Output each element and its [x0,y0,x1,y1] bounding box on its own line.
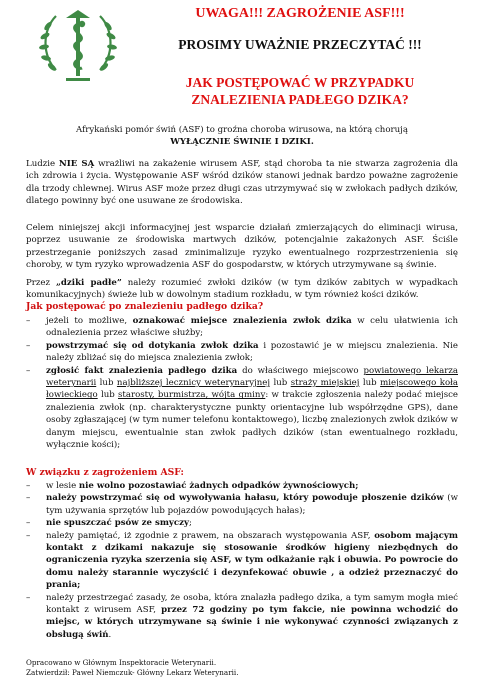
s1-i3-e: najbliższej lecznicy weterynaryjnej [116,378,271,389]
p3-text-a: Przez [26,278,56,288]
intro-line-2: WYŁĄCZNIE ŚWINIE I DZIKI. [170,137,314,148]
list-item [26,492,458,517]
p3-text-c: należy rozumieć zwłoki dzików (w tym dzików zabitych w wypadkach komunikacyjnych) świeże lub w dowolnym stadium rozkładu, w tym również kości dzików. [26,278,458,301]
list-item [26,315,458,340]
p1-text-a: Ludzie [26,159,59,169]
s1-i3-j: lub [97,390,118,401]
list-item [26,530,458,592]
list-item [26,365,458,452]
s1-i3-h: lub [359,378,381,389]
s1-i3-l: : w trakcie zgłoszenia należy podać miejsce znalezienia zwłok (np. charakterystyczne punkty orientacyjne lub współrzędne GPS), dane osoby zgłaszającej (w tym numer telefonu kontaktowego), liczbę znalezionych zwłok dzików w danym miejscu, ewentualnie stan zwłok padłych dzików (stan ewentualnego rozkładu, wyłącznie kości); [46,390,459,451]
s1-i3-f: lub [270,378,291,389]
section-2-heading: W związku z zagrożeniem ASF: [26,467,184,478]
s1-i3-a: zgłosić fakt znalezienia padłego dzika [46,365,238,376]
s1-i3-c: powiatowego lekarza weterynarii [46,365,458,389]
footer-line-1: Opracowano w Głównym Inspektoracie Weterynarii. [26,658,217,667]
section-1-heading: Jak postępować po znalezieniu padłego dzika? [26,301,264,312]
p1-bold: NIE SĄ [58,159,95,169]
s1-i3-d: lub [96,378,117,389]
s2-i4-a: należy pamiętać, iż zgodnie z prawem, na obszarach występowania ASF, [46,530,375,541]
paragraph-humans [26,158,458,208]
intro-paragraph [26,124,458,149]
p3-bold-term: „dziki padłe” [55,278,122,288]
main-question-line-2: ZNALEZIENIA PADŁEGO DZIKA? [191,92,409,107]
s1-i1-a: jeżeli to możliwe, [46,316,133,326]
section-1-list [26,315,458,451]
main-question [150,74,450,108]
p1-text-c: wrażliwi na zakażenie wirusem ASF, stąd choroba ta nie stwarza zagrożenia dla ich zdrowia i życia. Występowanie ASF wśród dzików stanowi jednak bardzo poważne zagrożenie dla trzody chlewnej. Wirus ASF może przez długi czas utrzymywać się w zwłokach padłych dzików, dlatego powinny być one usuwane ze środowiska. [26,159,458,207]
footer [26,658,239,677]
s1-i3-b: do właściwego miejscowo [237,365,364,376]
s2-i1-b: nie wolno pozostawiać żadnych odpadków żywnościowych; [78,481,359,491]
paragraph-purpose: Celem niniejszej akcji informacyjnej jest wsparcie działań zmierzających do eliminacji wirusa, poprzez usuwanie ze środowiska martwych dzików, potencjalnie zakażonych ASF. Ściśle przestrzeganie poniższych zasad zminimalizuje ryzyko ewentualnego rozprzestrzenienia się choroby, w tym ryzyko wprowadzenia ASF do gospodarstw, w których utrzymywane są świnie. [26,223,458,271]
list-item [26,480,458,492]
s1-i1-c: w celu ułatwienia ich odnalezienia przez właściwe służby; [46,316,458,339]
s2-i2-a: należy powstrzymać się od wywoływania hałasu, który powoduje płoszenie dzików [46,493,444,504]
request-heading: PROSIMY UWAŻNIE PRZECZYTAĆ !!! [178,37,422,52]
s2-i2-b: (w tym używania sprzętów lub pojazdów powodujących hałas); [46,493,458,516]
s1-i2-a: powstrzymać się od dotykania zwłok dzika [46,340,259,351]
s1-i3-i: miejscowego koła łowieckiego [46,378,459,401]
intro-line-1: Afrykański pomór świń (ASF) to groźna choroba wirusowa, na którą chorują [76,125,408,135]
warning-title: UWAGA!!! ZAGROŻENIE ASF!!! [195,6,405,21]
list-item [26,592,458,642]
s1-i1-b: oznakować miejsce znalezienia zwłok dzika [132,316,352,326]
s2-i4-b: osobom mającym kontakt z dzikami nakazuje się stosowanie środków higieny niezbędnych do ograniczenia ryzyka szerzenia się ASF, w tym odkażanie rąk i obuwia. Po powrocie do domu należy starannie wyczyścić i dezynfekować obuwie , a odzież przeznaczyć do prania; [46,530,458,591]
s2-i1-a: w lesie [46,481,79,491]
s2-i5-b: przez 72 godziny po tym fakcie, nie powinna wchodzić do miejsc, w których utrzymywane są świnie i nie wykonywać czynności związanych z obsługą świń [46,605,458,640]
section-2-list [26,480,458,641]
veterinary-logo [36,4,120,88]
s2-i3-b: ; [189,518,192,529]
s1-i3-k: starosty, burmistrza, wójta gminy [118,390,266,401]
s2-i5-c: . [108,629,112,640]
s1-i3-g: straży miejskiej [290,378,360,389]
main-question-line-1: JAK POSTĘPOWAĆ W PRZYPADKU [185,75,415,90]
paragraph-definition [26,277,458,302]
s2-i5-a: należy przestrzegać zasady, że osoba, która znalazła padłego dzika, a tym samym mogła mieć kontakt z wirusem ASF, [46,592,458,616]
list-item [26,340,458,365]
s1-i2-b: i pozostawić je w miejscu znalezienia. Nie należy zbliżać się do miejsca znalezienia zwłok; [46,340,458,364]
s2-i3-a: nie spuszczać psów ze smyczy [46,518,190,529]
footer-line-2: Zatwierdził: Paweł Niemczuk- Główny Lekarz Weterynarii. [26,667,239,677]
list-item [26,517,458,529]
